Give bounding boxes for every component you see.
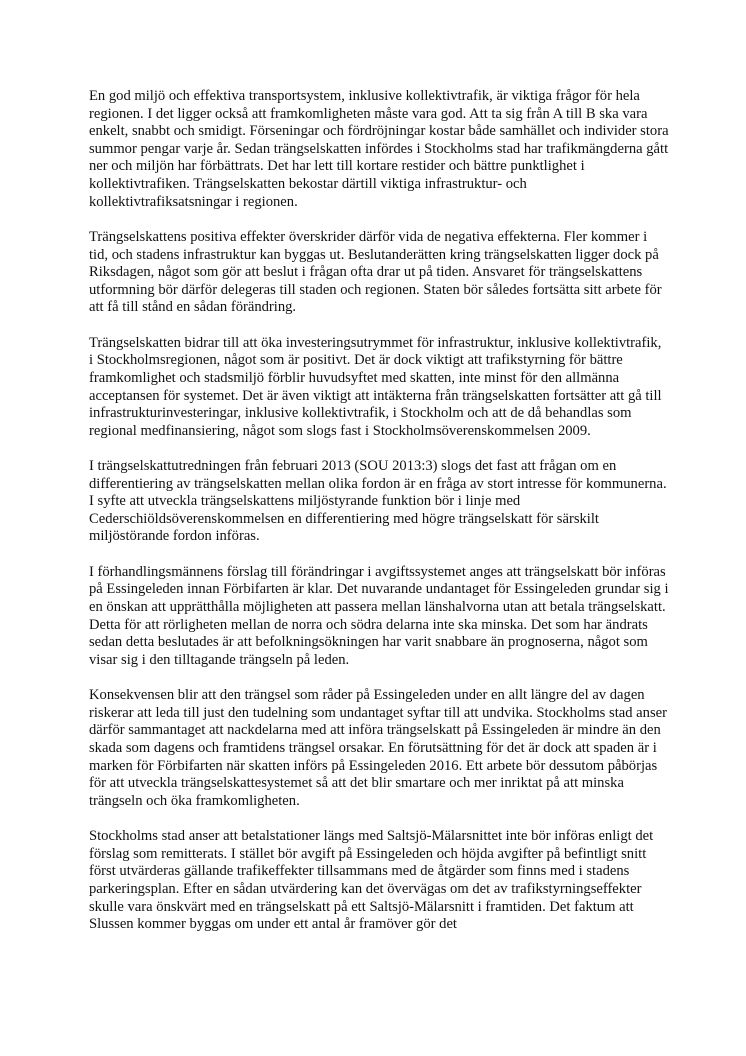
paragraph-3: Trängselskatten bidrar till att öka investeringsutrymmet för infrastruktur, inklusive kollektivtrafik, i Stockholmsregionen, något som är positivt. Det är dock viktigt att trafikstyrning för bättre framkomlighet och stadsmiljö förblir huvudsyftet med skatten, inte minst för den allmänna acceptansen för systemet. Det är även viktigt att intäkterna från trängselskatten fortsätter att gå till infrastrukturinvesteringar, inklusive kollektivtrafik, i Stockholm och att de då behandlas som regional medfinansiering, något som slogs fast i Stockholmsöverenskommelsen 2009. bbox=[89, 334, 662, 439]
paragraph-1: En god miljö och effektiva transportsystem, inklusive kollektivtrafik, är viktiga frågor för hela regionen. I det ligger också att framkomligheten måste vara god. Att ta sig från A till B ska vara enkelt, snabbt och smidigt. Förseningar och fördröjningar kostar både samhället och individer stora summor pengar varje år. Sedan trängselskatten infördes i Stockholms stad har trafikmängderna gått ner och miljön har förbättrats. Det har lett till kortare restider och bättre punktlighet i kollektivtrafiken. Trängselskatten bekostar därtill viktiga infrastruktur- och kollektivtrafiksatsningar i regionen. bbox=[89, 88, 669, 210]
document-body bbox=[89, 88, 669, 952]
paragraph-2: Trängselskattens positiva effekter överskrider därför vida de negativa effekterna. Fler kommer i tid, och stadens infrastruktur kan byggas ut. Beslutanderätten kring trängselskatten ligger dock på Riksdagen, något som gör att beslut i frågan ofta drar ut på tiden. Ansvaret för trängselskattens utformning bör därför delegeras till staden och regionen. Staten bör således fortsätta sitt arbete för att få till stånd en sådan förändring. bbox=[89, 228, 662, 316]
paragraph-5: I förhandlingsmännens förslag till förändringar i avgiftssystemet anges att trängselskatt bör införas på Essingeleden innan Förbifarten är klar. Det nuvarande undantaget för Essingeleden grundar sig i en önskan att upprätthålla möjligheten att passera mellan länshalvorna utan att betala trängselskatt. Detta för att rörligheten mellan de norra och södra delarna inte ska minska. Det som har ändrats sedan detta beslutades är att befolkningsökningen har varit snabbare än prognoserna, något som visar sig i den tilltagande trängseln på leden. bbox=[89, 563, 669, 668]
paragraph-4: I trängselskattutredningen från februari 2013 (SOU 2013:3) slogs det fast att frågan om en differentiering av trängselskatten mellan olika fordon är en fråga av stort intresse för kommunerna. I syfte att utveckla trängselskattens miljöstyrande funktion bör i linje med Cederschiöldsöverenskommelsen en differentiering med högre trängselskatt för särskilt miljöstörande fordon införas. bbox=[89, 458, 667, 545]
paragraph-6: Konsekvensen blir att den trängsel som råder på Essingeleden under en allt längre del av dagen riskerar att leda till just den tudelning som undantaget syftar till att undvika. Stockholms stad anser därför sammantaget att nackdelarna med att införa trängselskatt på Essingeleden är mindre än den skada som dagens och framtidens trängsel orsakar. En förutsättning för det är dock att spaden är i marken för Förbifarten när skatten införs på Essingeleden 2016. Ett arbete bör dessutom påbörjas för att utveckla trängselskattesystemet så att det blir smartare och mer inriktat på att minska trängseln och öka framkomligheten. bbox=[89, 687, 667, 809]
paragraph-7: Stockholms stad anser att betalstationer längs med Saltsjö-Mälarsnittet inte bör införas enligt det förslag som remitterats. I stället bör avgift på Essingeleden och höjda avgifter på befintligt snitt först utvärderas gällande trafikeffekter tillsammans med de åtgärder som finns med i stadens parkeringsplan. Efter en sådan utvärdering kan det övervägas om det av trafikstyrningseffekter skulle vara önskvärt med en trängselskatt på ett Saltsjö-Mälarsnitt i framtiden. Det faktum att Slussen kommer byggas om under ett antal år framöver gör det bbox=[89, 828, 654, 933]
